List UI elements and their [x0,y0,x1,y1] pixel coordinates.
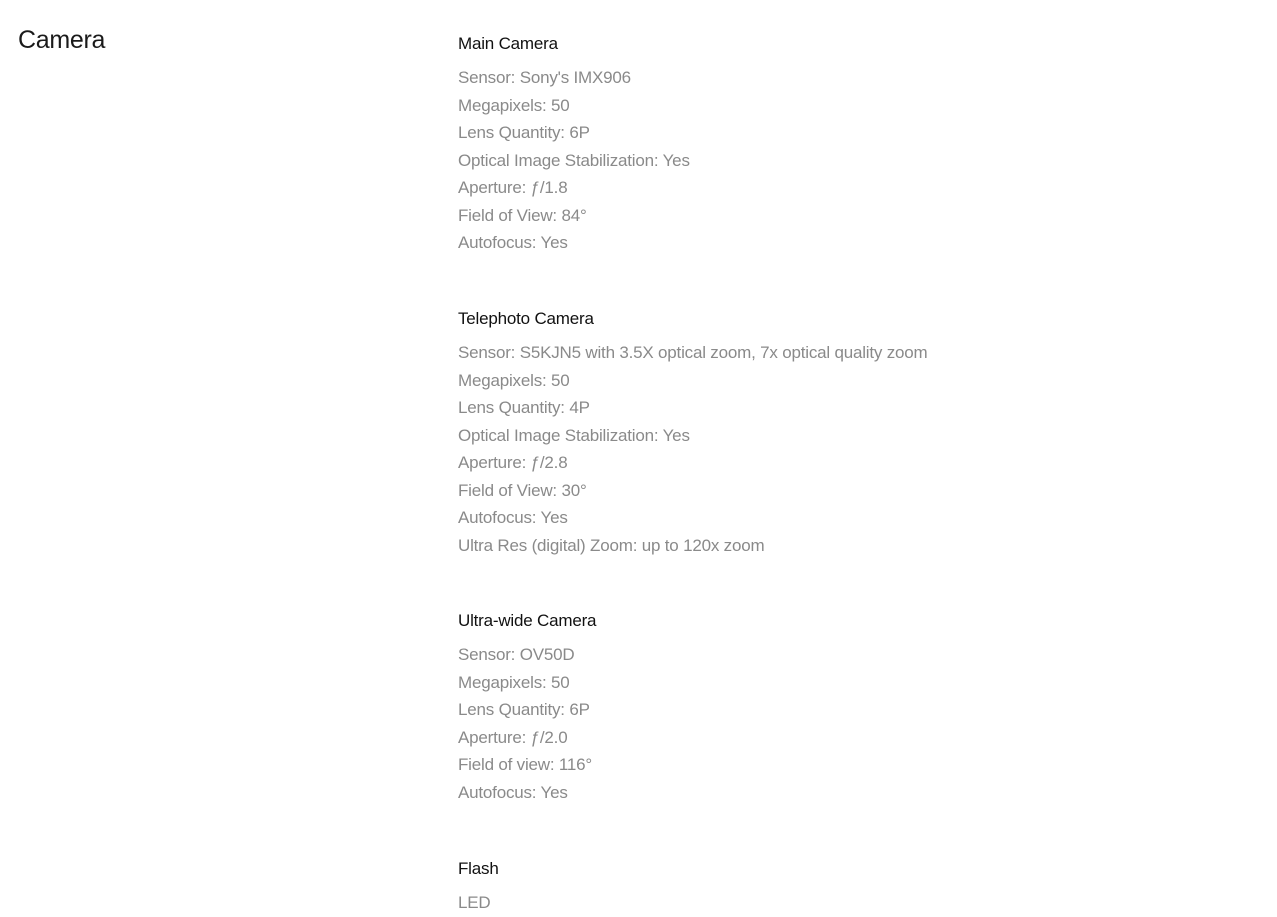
spec-item: Aperture: ƒ/1.8 [458,178,568,197]
spec-group-main-camera [458,32,690,257]
spec-item: Sensor: OV50D [458,645,575,664]
spec-group-ultra-wide-camera [458,609,596,806]
spec-item: Megapixels: 50 [458,672,570,692]
spec-item: Sensor: S5KJN5 with 3.5X optical zoom, 7x optical quality zoom [458,343,928,362]
spec-item: Aperture: ƒ/2.0 [458,727,568,747]
spec-item: Lens Quantity: 4P [458,398,590,417]
group-heading: Telephoto Camera [458,309,594,328]
spec-item: Megapixels: 50 [458,370,570,390]
spec-item: Megapixels: 50 [458,95,570,115]
group-heading: Flash [458,859,499,878]
spec-item: Autofocus: Yes [458,508,568,527]
spec-list [458,641,596,806]
spec-list [458,889,499,917]
group-heading: Main Camera [458,34,558,53]
spec-item: Autofocus: Yes [458,233,568,252]
spec-item: Ultra Res (digital) Zoom: up to 120x zoom [458,535,765,555]
spec-list [458,339,928,559]
section-title: Camera [18,26,106,54]
spec-item: Optical Image Stabilization: Yes [458,150,690,170]
spec-item: Optical Image Stabilization: Yes [458,425,690,445]
spec-item: Field of View: 30° [458,480,587,500]
spec-item: Lens Quantity: 6P [458,700,590,719]
spec-item: Field of view: 116° [458,755,593,774]
spec-group-telephoto-camera [458,307,928,559]
spec-list [458,64,690,257]
spec-item: Aperture: ƒ/2.8 [458,453,568,472]
spec-item: Lens Quantity: 6P [458,123,590,142]
spec-item: LED [458,893,491,912]
group-heading: Ultra-wide Camera [458,611,597,630]
spec-group-flash [458,857,499,917]
spec-item: Field of View: 84° [458,205,587,225]
spec-item: Autofocus: Yes [458,782,568,802]
spec-item: Sensor: Sony's IMX906 [458,68,631,87]
